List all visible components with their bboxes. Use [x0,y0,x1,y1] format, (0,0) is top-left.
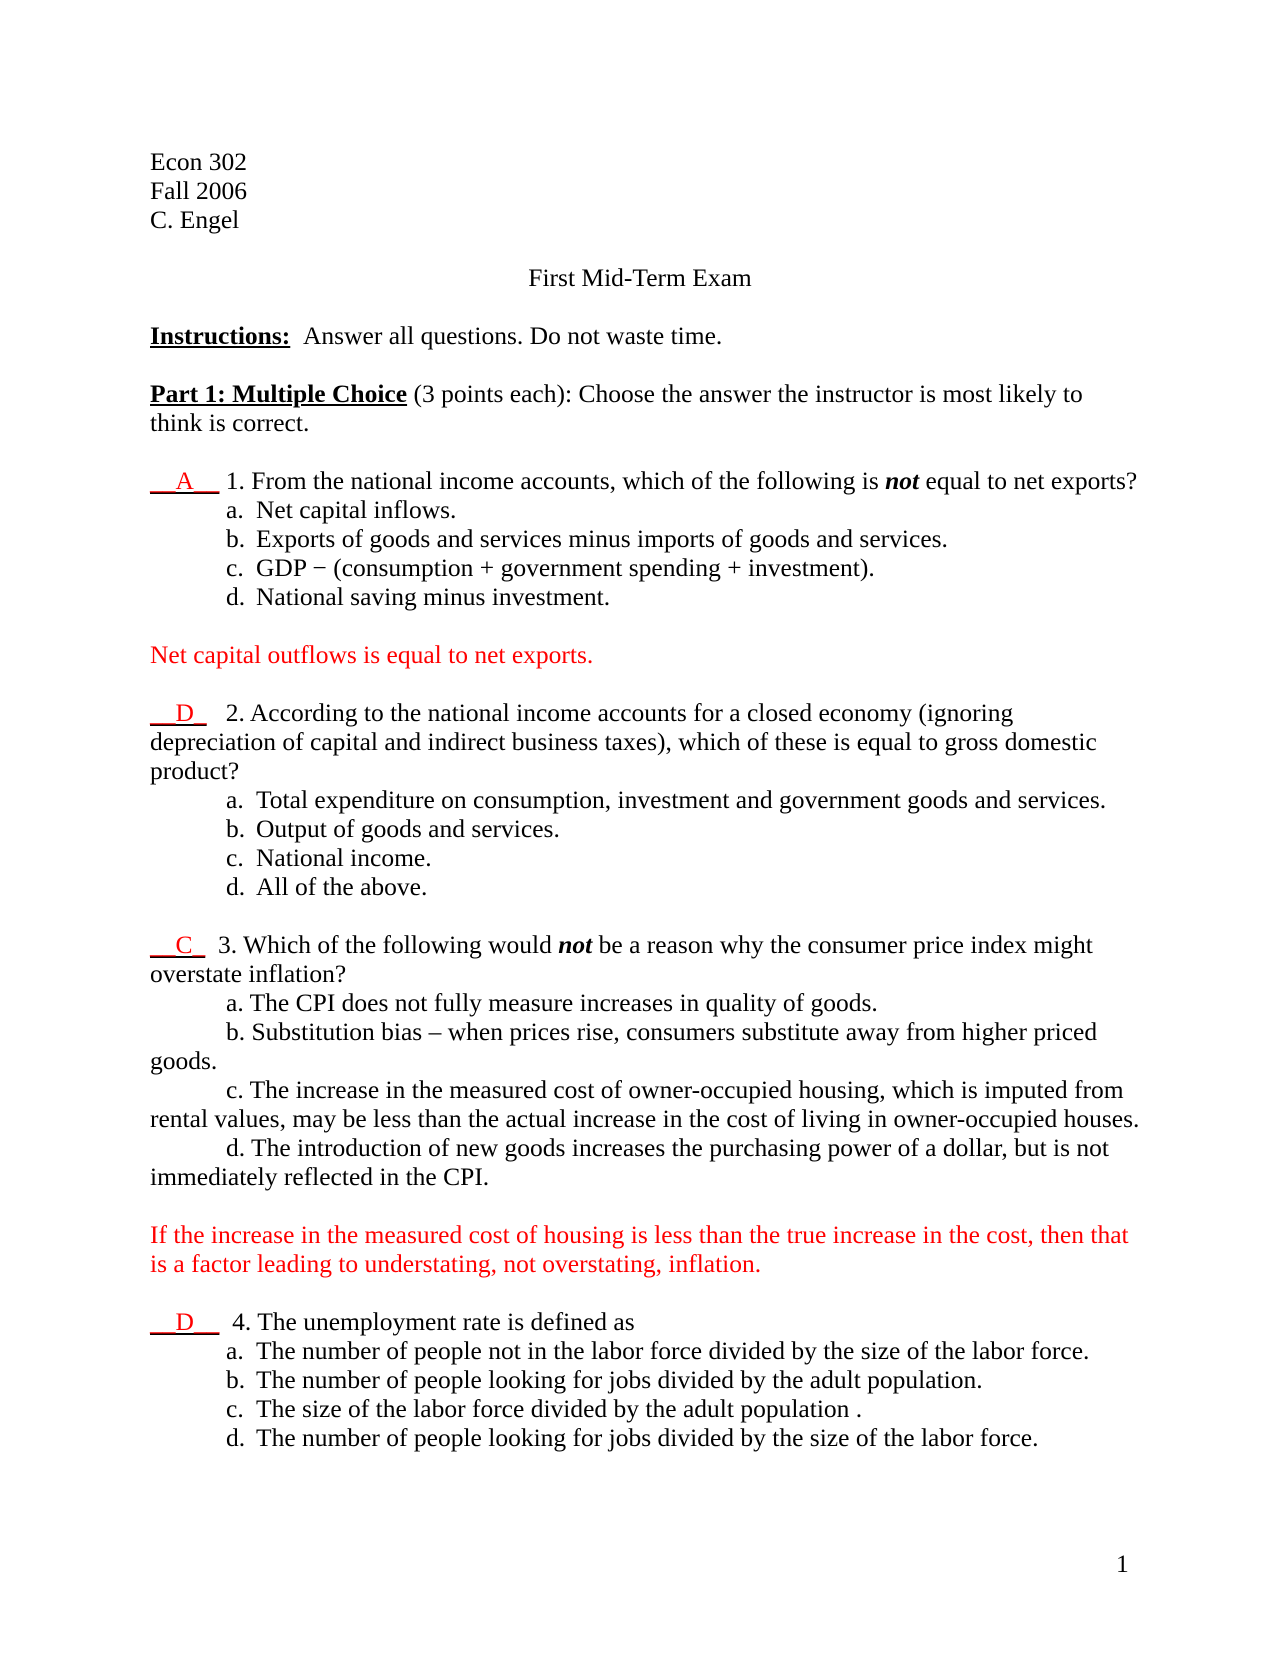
part1-points: (3 points each): Choose the answer the instructor is most likely to [413,379,1083,408]
option-letter: c. [226,553,244,582]
question-4-stem [150,1308,635,1337]
option-text: National saving minus investment. [256,582,611,611]
q3-stem-line2: overstate inflation? [150,959,347,988]
q4-option-d [226,1424,1038,1453]
q2-stem-line3: product? [150,756,240,785]
instructions-text: Answer all questions. Do not waste time. [303,321,723,350]
q3-option-c-cont: rental values, may be less than the actual increase in the cost of living in owner-occupied houses. [150,1104,1140,1133]
option-text: Total expenditure on consumption, investment and government goods and services. [256,785,1107,814]
q3-option-a: a. The CPI does not fully measure increases in quality of goods. [226,988,878,1017]
q4-stem-text: 4. The unemployment rate is defined as [232,1307,635,1336]
option-letter: d. [226,582,246,611]
q1-option-a [226,496,456,525]
option-letter: b. [226,1365,246,1394]
option-text: Net capital inflows. [256,495,457,524]
option-letter: b. [226,524,246,553]
q3-option-c: c. The increase in the measured cost of owner-occupied housing, which is imputed from [226,1075,1124,1104]
q2-option-b [226,815,560,844]
q2-option-d [226,873,427,902]
option-text: Exports of goods and services minus imports of goods and services. [256,524,948,553]
q3-stem-text: 3. Which of the following would [218,930,559,959]
q2-option-a [226,786,1106,815]
q3-answer-blank: __C_ [150,930,206,959]
option-text: The number of people not in the labor force divided by the size of the labor force. [256,1336,1090,1365]
part1-heading [150,380,1083,409]
option-text: All of the above. [256,872,428,901]
q1-answer-note: Net capital outflows is equal to net exports. [150,640,594,669]
q2-answer-blank: __D_ [150,698,207,727]
question-2-stem [150,699,1013,728]
option-letter: a. [226,495,244,524]
question-1-stem [150,467,1137,496]
option-text: GDP − (consumption + government spending + investment). [256,553,875,582]
q3-answer-note-line2: is a factor leading to understating, not overstating, inflation. [150,1249,762,1278]
q1-option-c [226,554,875,583]
option-text: The size of the labor force divided by the adult population . [256,1394,863,1423]
option-text: The number of people looking for jobs divided by the size of the labor force. [256,1423,1039,1452]
q4-option-b [226,1366,983,1395]
q1-stem-end: equal to net exports? [919,466,1138,495]
option-letter: d. [226,872,246,901]
option-text: National income. [256,843,432,872]
course-name: Econ 302 [150,147,248,176]
option-text: The number of people looking for jobs divided by the adult population. [256,1365,983,1394]
q1-stem-text: 1. From the national income accounts, which of the following is [225,466,886,495]
q3-option-d: d. The introduction of new goods increases the purchasing power of a dollar, but is not [226,1133,1110,1162]
q3-emphasis: not [558,930,593,959]
q3-option-b: b. Substitution bias – when prices rise, consumers substitute away from higher priced [226,1017,1098,1046]
q3-stem-end: be a reason why the consumer price index might [592,930,1093,959]
option-letter: a. [226,785,244,814]
instructor: C. Engel [150,205,240,234]
term: Fall 2006 [150,176,248,205]
q1-option-d [226,583,610,612]
part1-label: Part 1: Multiple Choice [150,379,408,408]
option-text: Output of goods and services. [256,814,560,843]
option-letter: c. [226,843,244,872]
part1-points-cont: think is correct. [150,408,310,437]
option-letter: a. [226,1336,244,1365]
q2-stem-text: 2. According to the national income accounts for a closed economy (ignoring [225,698,1014,727]
question-3-stem [150,931,1093,960]
q3-option-b-cont: goods. [150,1046,218,1075]
q3-option-d-cont: immediately reflected in the CPI. [150,1162,490,1191]
q1-emphasis: not [885,466,920,495]
q3-answer-note-line1: If the increase in the measured cost of housing is less than the true increase in the cost, then that [150,1220,1129,1249]
q4-option-c [226,1395,862,1424]
option-letter: b. [226,814,246,843]
option-letter: c. [226,1394,244,1423]
exam-title: First Mid-Term Exam [528,263,752,292]
q2-option-c [226,844,432,873]
instructions-label: Instructions: [150,321,291,350]
instructions [150,322,722,351]
q4-answer-blank: __D__ [150,1307,220,1336]
q1-option-b [226,525,948,554]
page-number: 1 [1116,1549,1129,1578]
q1-answer-blank: __A__ [150,466,220,495]
option-letter: d. [226,1423,246,1452]
q4-option-a [226,1337,1089,1366]
q2-stem-line2: depreciation of capital and indirect business taxes), which of these is equal to gross domestic [150,727,1097,756]
